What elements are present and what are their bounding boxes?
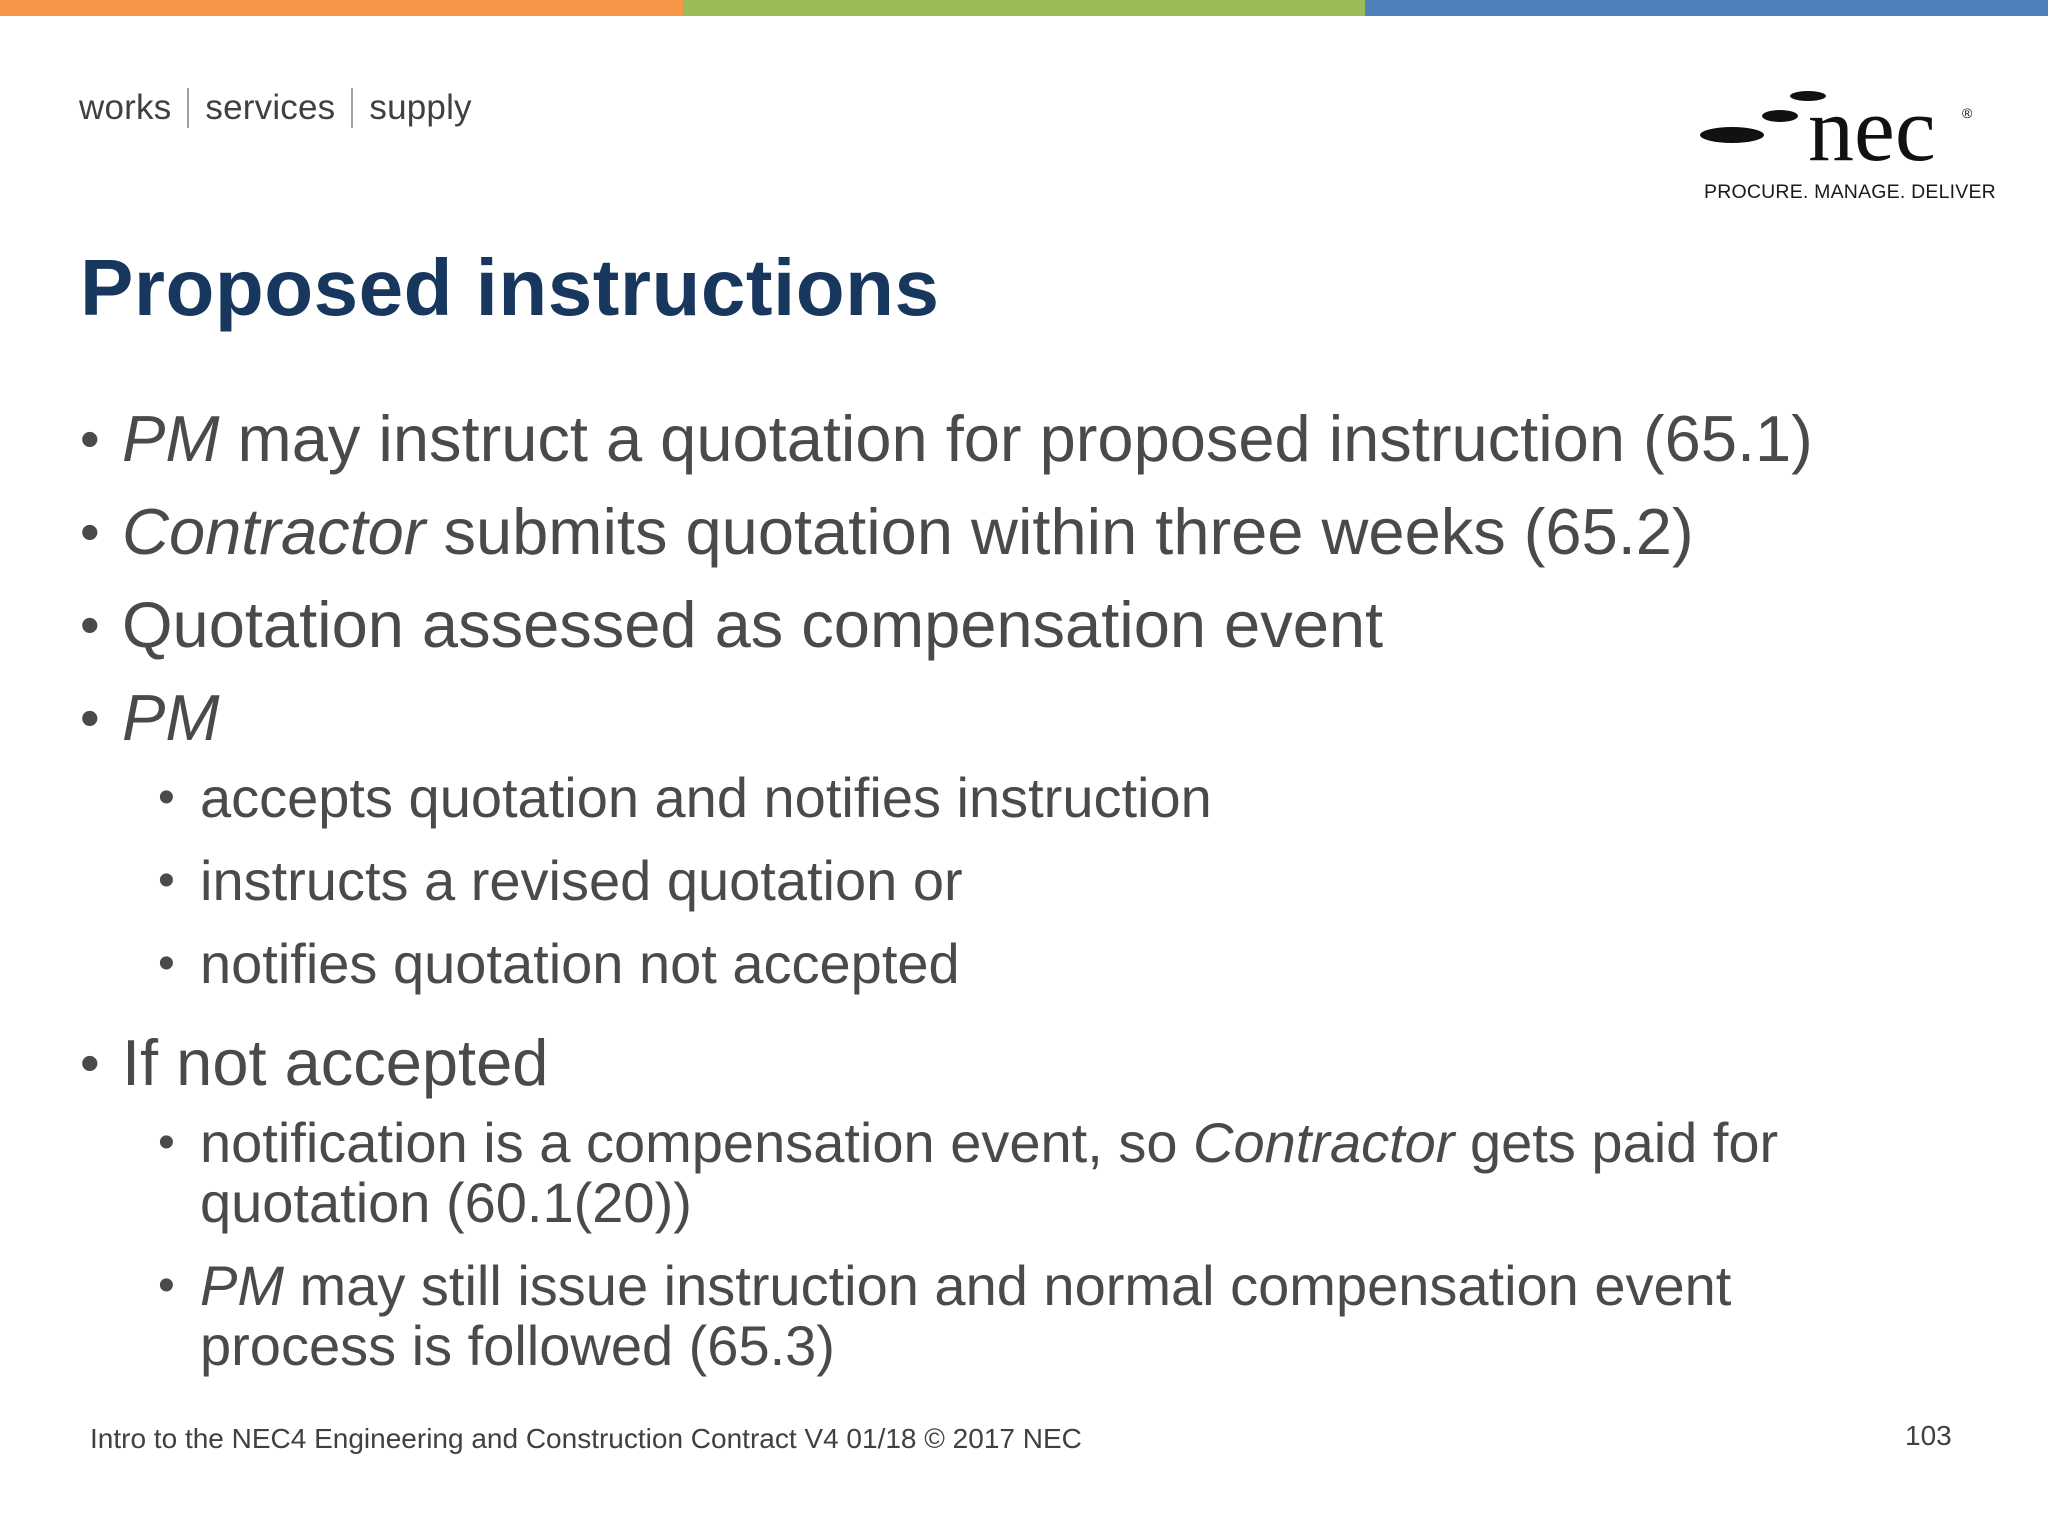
sub-bullet-dot: •	[158, 937, 175, 990]
bullet-item	[80, 671, 1980, 764]
sub-bullet-text: notification is a compensation event, so	[200, 1111, 1194, 1174]
bullet-text: If not accepted	[122, 1026, 549, 1099]
bullet-dot: •	[80, 686, 100, 749]
bullet-text: Quotation assessed as compensation event	[122, 588, 1384, 661]
bullet-item	[80, 1016, 1980, 1109]
sub-bullet-item	[80, 1113, 1980, 1233]
top-bar-blue	[1365, 0, 2048, 16]
top-color-bar	[0, 0, 2048, 16]
page-number: 103	[1905, 1420, 1952, 1451]
sub-bullet-dot: •	[158, 1259, 175, 1312]
top-bar-orange	[0, 0, 683, 16]
sub-bullet-item	[80, 851, 1980, 911]
tagline-works: works	[79, 88, 172, 127]
sub-bullet-dot: •	[158, 854, 175, 907]
tagline-separator	[187, 88, 189, 128]
sub-bullet-item	[80, 1256, 1980, 1376]
bullet-dot: •	[80, 407, 100, 470]
bullet-dot: •	[80, 1031, 100, 1094]
sub-bullet-text: may still issue instruction and normal compensation event	[284, 1254, 1732, 1317]
sub-bullet-text-continued: quotation (60.1(20))	[200, 1171, 692, 1234]
bullet-italic-term: Contractor	[122, 495, 426, 568]
tagline	[79, 88, 472, 128]
tagline-services: services	[205, 88, 336, 127]
bullet-item	[80, 392, 1980, 485]
logo-slogan: PROCURE. MANAGE. DELIVER	[1704, 181, 1996, 203]
top-bar-green	[683, 0, 1366, 16]
sub-bullet-dot: •	[158, 771, 175, 824]
tagline-separator	[351, 88, 353, 128]
sub-bullet-item	[80, 934, 1980, 994]
bullet-item	[80, 578, 1980, 671]
logo-wordmark: nec	[1808, 88, 1936, 180]
slide-content	[80, 392, 1980, 1399]
bullet-italic-term: PM	[122, 402, 220, 475]
tagline-supply: supply	[369, 88, 472, 127]
sub-bullet-text: notifies quotation not accepted	[200, 932, 960, 995]
bullet-italic-term: PM	[122, 681, 220, 754]
sub-bullet-italic-term: PM	[200, 1254, 284, 1317]
sub-bullet-dot: •	[158, 1116, 175, 1169]
bullet-text: submits quotation within three weeks (65.2)	[425, 495, 1694, 568]
bullet-text: may instruct a quotation for proposed instruction (65.1)	[219, 402, 1813, 475]
logo-registered-mark: ®	[1962, 105, 1973, 121]
bullet-dot: •	[80, 593, 100, 656]
logo-swoosh-dot-left	[1700, 127, 1764, 143]
bullet-dot: •	[80, 500, 100, 563]
sub-bullet-italic-term: Contractor	[1193, 1111, 1455, 1174]
sub-bullet-text-continued: process is followed (65.3)	[200, 1314, 835, 1377]
sub-bullet-text: gets paid for	[1454, 1111, 1779, 1174]
logo-swoosh-dot-mid	[1762, 110, 1798, 122]
sub-bullet-item	[80, 768, 1980, 828]
sub-bullet-text: instructs a revised quotation or	[200, 849, 963, 912]
sub-bullet-text: accepts quotation and notifies instruction	[200, 766, 1212, 829]
slide-title: Proposed instructions	[80, 243, 940, 332]
bullet-item	[80, 485, 1980, 578]
footer-caption: Intro to the NEC4 Engineering and Construction Contract V4 01/18 © 2017 NEC	[90, 1423, 1082, 1454]
